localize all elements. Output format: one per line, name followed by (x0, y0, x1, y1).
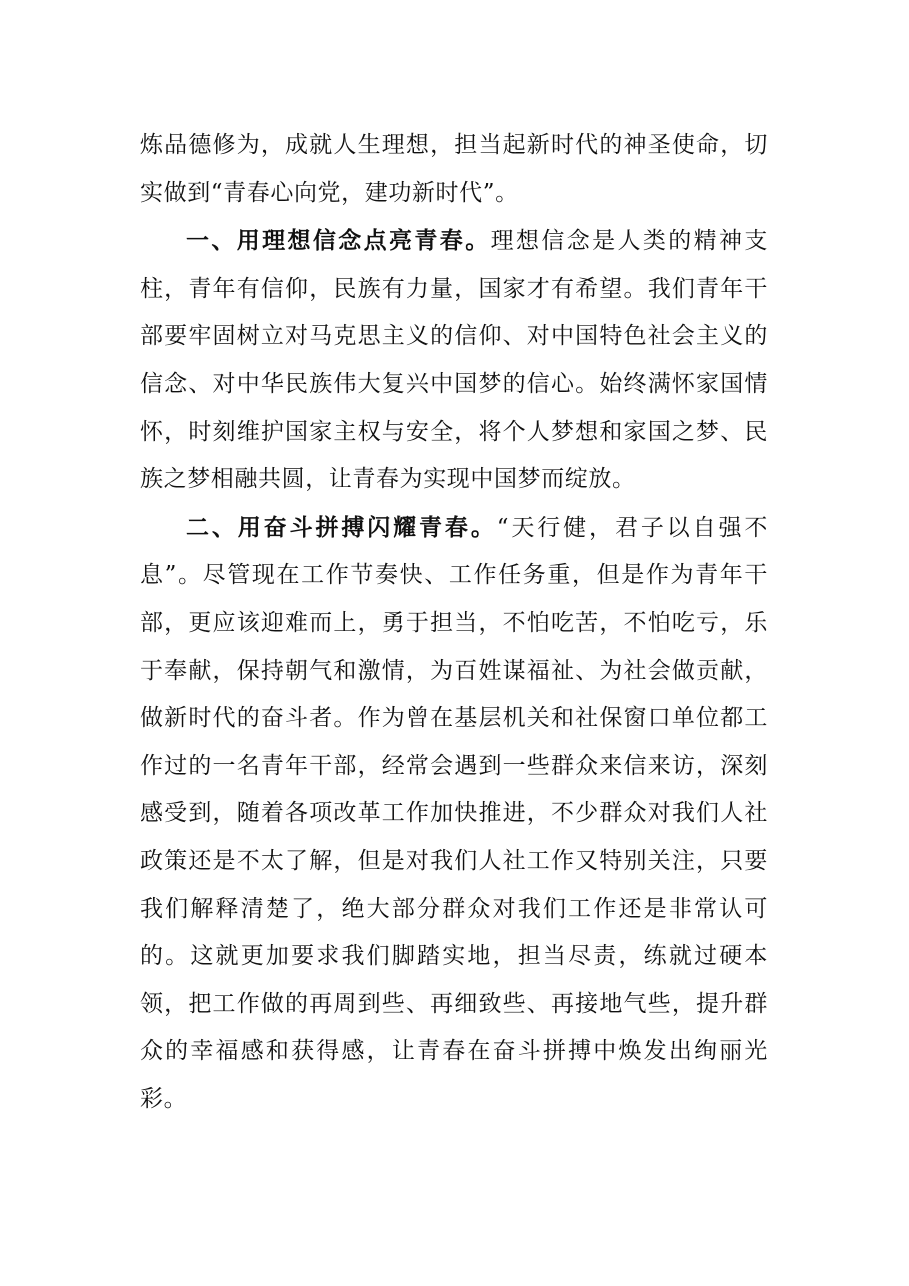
paragraph-text: “天行健，君子以自强不息”。尽管现在工作节奏快、工作任务重，但是作为青年干部，更应该迎难而上，勇于担当，不怕吃苦，不怕吃亏，乐于奉献，保持朝气和激情，为百姓谋福祉、为社会做贡献，做新时代的奋斗者。作为曾在基层机关和社保窗口单位都工作过的一名青年干部，经常会遇到一些群众来信来访，深刻感受到，随着各项改革工作加快推进，不少群众对我们人社政策还是不太了解，但是对我们人社工作又特别关注，只要我们解释清楚了，绝大部分群众对我们工作还是非常认可的。这就更加要求我们脚踏实地，担当尽责，练就过硬本领，把工作做的再周到些、再细致些、再接地气些，提升群众的幸福感和获得感，让青春在奋斗拼搏中焕发出绚丽光彩。 (140, 514, 769, 1112)
section-heading-ideals: 一、用理想信念点亮青春。 (186, 227, 491, 255)
paragraph-text: 炼品德修为，成就人生理想，担当起新时代的神圣使命，切实做到“青春心向党，建功新时代”。 (140, 132, 768, 206)
paragraph-continuation (140, 122, 768, 217)
paragraph-struggle (140, 504, 768, 1124)
paragraph-text: 理想信念是人类的精神支柱，青年有信仰，民族有力量，国家才有希望。我们青年干部要牢固树立对马克思主义的信仰、对中国特色社会主义的信念、对中华民族伟大复兴中国梦的信心。始终满怀家国情怀，时刻维护国家主权与安全，将个人梦想和家国之梦、民族之梦相融共圆，让青春为实现中国梦而绽放。 (140, 228, 768, 493)
section-heading-struggle: 二、用奋斗拼搏闪耀青春。 (186, 513, 497, 541)
paragraph-ideals (140, 217, 768, 504)
document-body (140, 122, 768, 1123)
